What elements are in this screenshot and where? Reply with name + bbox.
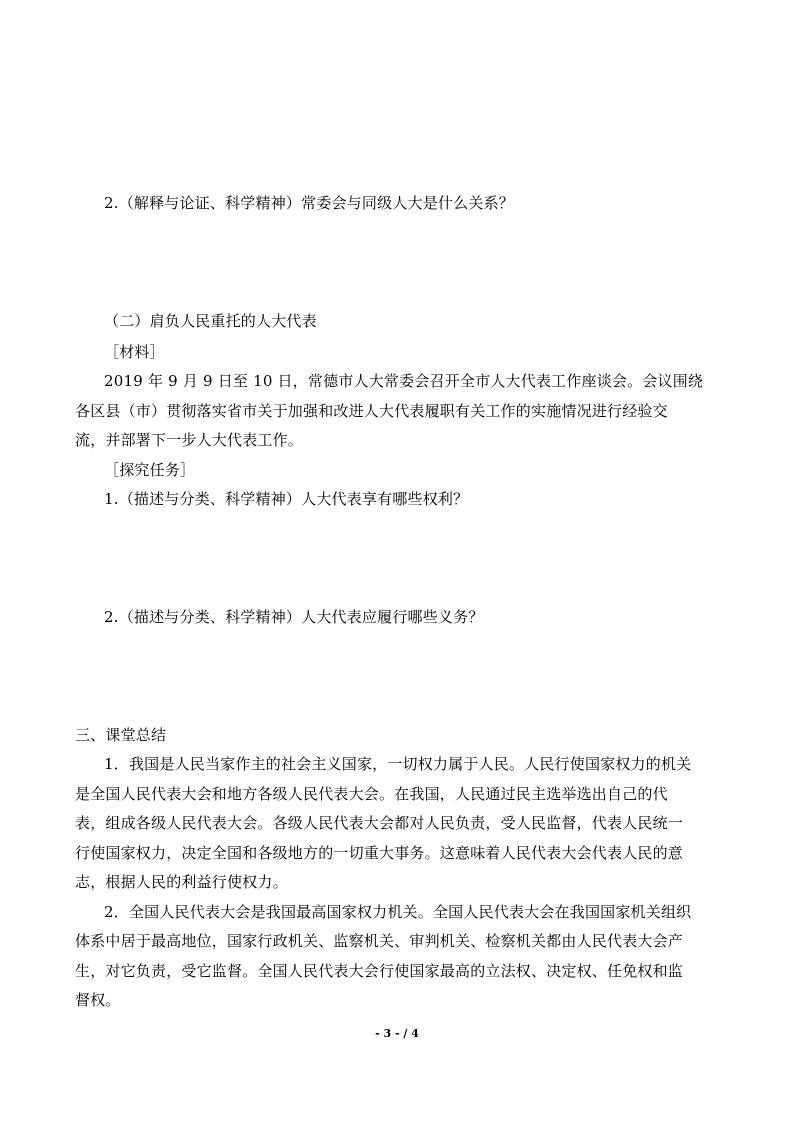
summary-p1-line-2: 是全国人民代表大会和地方各级人民代表大会。在我国，人民通过民主选举选出自己的代 [75, 785, 668, 803]
material-line-3: 流，并部署下一步人大代表工作。 [75, 431, 304, 449]
summary-p1-line-3: 表，组成各级人民代表大会。各级人民代表大会都对人民负责，受人民监督，代表人民统一 [75, 814, 684, 832]
subsection-title: （二）肩负人民重托的人大代表 [104, 312, 317, 330]
summary-p1-line-5: 志，根据人民的利益行使权力。 [75, 873, 288, 891]
task-label: ［探究任务］ [104, 461, 196, 479]
summary-p1-line-4: 行使国家权力，决定全国和各级地方的一切重大事务。这意味着人民代表大会代表人民的意 [75, 844, 684, 862]
summary-p2-line-3: 生，对它负责，受它监督。全国人民代表大会行使国家最高的立法权、决定权、任免权和监 [75, 962, 684, 980]
page-number: - 3 - / 4 [375, 1027, 419, 1040]
summary-p2-line-4: 督权。 [75, 991, 121, 1009]
material-label: ［材料］ [104, 343, 165, 361]
question-2-constitution-relation: 2.（解释与论证、科学精神）常委会与同级人大是什么关系？ [104, 194, 514, 212]
summary-title: 三、课堂总结 [75, 726, 167, 744]
summary-p2-line-2: 体系中居于最高地位，国家行政机关、监察机关、审判机关、检察机关都由人民代表大会产 [75, 932, 684, 950]
material-line-2: 各区县（市）贯彻落实省市关于加强和改进人大代表履职有关工作的实施情况进行经验交 [75, 402, 668, 420]
material-line-1: 2019 年 9 月 9 日至 10 日，常德市人大常委会召开全市人大代表工作座谈会。会议围绕 [104, 372, 704, 390]
summary-p1-line-1: 1．我国是人民当家作主的社会主义国家，一切权力属于人民。人民行使国家权力的机关 [104, 755, 692, 773]
summary-p2-line-1: 2．全国人民代表大会是我国最高国家权力机关。全国人民代表大会在我国国家机关组织 [104, 903, 692, 921]
task-question-1: 1.（描述与分类、科学精神）人大代表享有哪些权利？ [104, 490, 469, 508]
task-question-2: 2.（描述与分类、科学精神）人大代表应履行哪些义务？ [104, 608, 484, 626]
